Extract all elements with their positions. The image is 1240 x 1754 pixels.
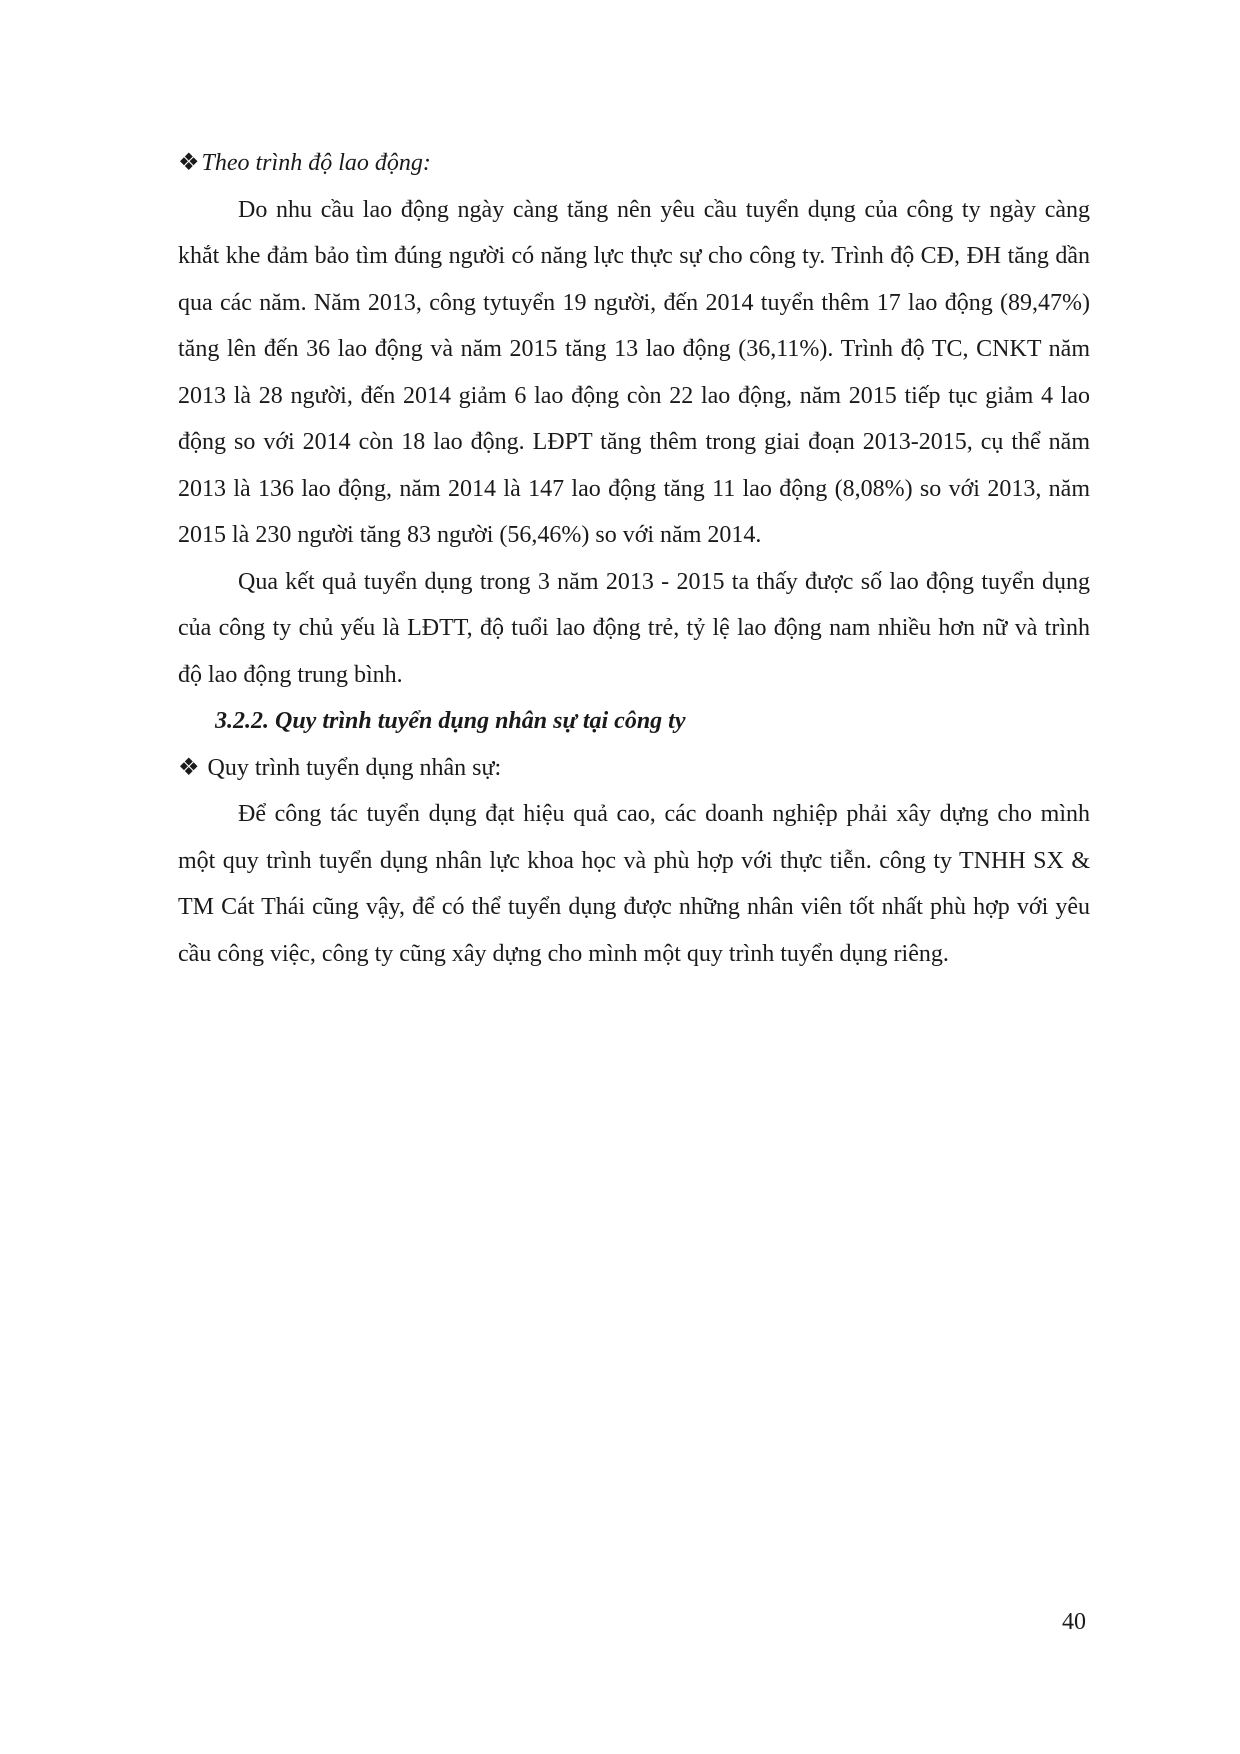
diamond-bullet-icon: ❖ [178,150,200,176]
section-title: 3.2.2. Quy trình tuyển dụng nhân sự tại công ty [215,708,686,734]
bullet-item-text: Quy trình tuyển dụng nhân sự: [207,754,502,781]
diamond-bullet-icon: ❖ [178,754,200,781]
bullet-item [178,745,1090,792]
subheading [178,140,1090,187]
paragraph-recruitment-process: Để công tác tuyển dụng đạt hiệu quả cao, các doanh nghiệp phải xây dựng cho mình một quy trình tuyển dụng nhân lực khoa học và phù hợp với thực tiễn. công ty TNHH SX & TM Cát Thái cũng vậy, để có thể tuyển dụng được những nhân viên tốt nhất phù hợp với yêu cầu công việc, công ty cũng xây dựng cho mình một quy trình tuyển dụng riêng. [178,801,1090,967]
paragraph-recruitment-results: Qua kết quả tuyển dụng trong 3 năm 2013 - 2015 ta thấy được số lao động tuyển dụng của công ty chủ yếu là LĐTT, độ tuổi lao động trẻ, tỷ lệ lao động nam nhiều hơn nữ và trình độ lao động trung bình. [178,568,1090,688]
page-number: 40 [1062,1609,1086,1635]
document-page [178,140,1090,977]
paragraph-education-levels: Do nhu cầu lao động ngày càng tăng nên yêu cầu tuyển dụng của công ty ngày càng khắt khe đảm bảo tìm đúng người có năng lực thực sự cho công ty. Trình độ CĐ, ĐH tăng dần qua các năm. Năm 2013, công tytuyển 19 người, đến 2014 tuyển thêm 17 lao động (89,47%) tăng lên đến 36 lao động và năm 2015 tăng 13 lao động (36,11%). Trình độ TC, CNKT năm 2013 là 28 người, đến 2014 giảm 6 lao động còn 22 lao động, năm 2015 tiếp tục giảm 4 lao động so với 2014 còn 18 lao động. LĐPT tăng thêm trong giai đoạn 2013-2015, cụ thể năm 2013 là 136 lao động, năm 2014 là 147 lao động tăng 11 lao động (8,08%) so với 2013, năm 2015 là 230 người tăng 83 người (56,46%) so với năm 2014. [178,196,1090,548]
subheading-text: Theo trình độ lao động: [201,150,431,176]
